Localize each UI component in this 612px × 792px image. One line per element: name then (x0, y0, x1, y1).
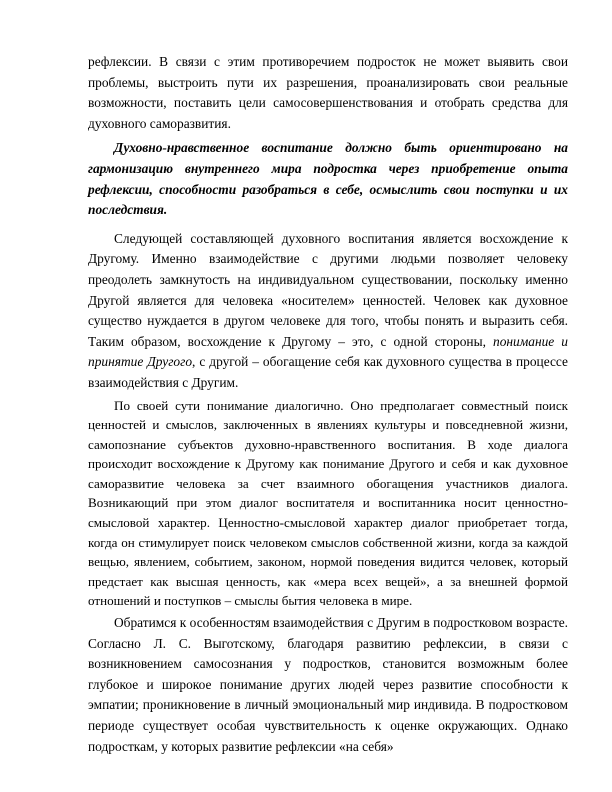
italic-phrase: понимание и принятие Другого (88, 333, 568, 370)
text-segment: По своей сути понимание диалогично. Оно предполагает совместный поиск ценностей и смыслов, заключенных в явлениях культуры и повседневной жизни, самопознание субъектов духовно-нравственного воспитания. В ходе диалога происходит восхождение к Другому как понимание Другого и себя и как духовное саморазвитие человека за счет взаимного обогащения участников диалога. Возникающий при этом диалог воспитателя и воспитанника носит ценностно-смысловой характер. Ценностно-смысловой характер диалог приобретает тогда, когда он стимулирует поиск человеком смыслов собственной жизни, когда за каждой вещью, явлением, событием, законом, нормой поведения видится человек, который предстает как высшая ценность, как «мера всех вещей», а за внешней формой отношений и поступков – смыслы бытия человека в мире. (88, 397, 568, 609)
document-body (88, 52, 568, 759)
paragraph-ascent-to-other (88, 229, 568, 394)
text-segment: Обратимся к особенностям взаимодействия с Другим в подростковом возрасте. Согласно Л. С. Выготскому, благодаря развитию рефлексии, в связи с возникновением самосознания у подростков, становится возможным более глубокое и широкое понимание других людей через развитие способности к эмпатии; проникновение в личный эмоциональный мир индивида. В подростковом периоде существует особая чувствительность к оценке окружающих. Однако подросткам, у которых развитие рефлексии «на себя» (88, 615, 568, 754)
text-segment: рефлексии. В связи с этим противоречием подросток не может выявить свои проблемы, выстроить пути их разрешения, проанализировать свои реальные возможности, поставить цели самосовершенствования и отобрать средства для духовного саморазвития. (88, 54, 568, 131)
emphasized-thesis-text: Духовно-нравственное воспитание должно быть ориентировано на гармонизацию внутреннего мира подростка через приобретение опыта рефлексии, способности разобраться в себе, осмыслить свои поступки и их последствия. (88, 140, 568, 218)
text-segment: Следующей составляющей духовного воспитания является восхождение к Другому. Именно взаимодействие с другими людьми позволяет человеку преодолеть замкнутость на индивидуальном существовании, поскольку именно Другой является для человека «носителем» ценностей. Человек как духовное существо нуждается в другом человеке для того, чтобы понять и выразить себя. Таким образом, восхождение к Другому – это, с одной стороны, (88, 230, 568, 349)
paragraph-thesis (88, 138, 568, 220)
paragraph-continuation (88, 52, 568, 134)
paragraph-adolescence (88, 613, 568, 757)
text-segment: , с другой – обогащение себя как духовного существа в процессе взаимодействия с Другим. (88, 354, 568, 390)
paragraph-dialogue (88, 396, 568, 612)
